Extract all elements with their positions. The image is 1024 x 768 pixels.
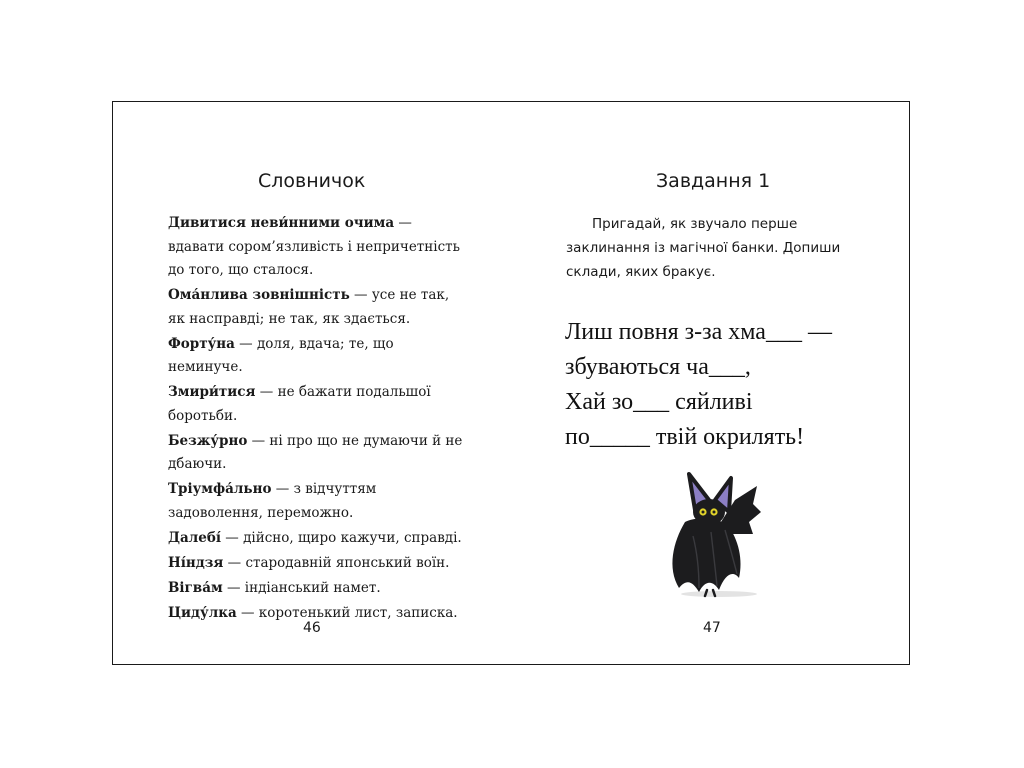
- verse-line: Лиш повня з-за хма___ —: [565, 319, 832, 345]
- task-heading: Завдання 1: [656, 170, 771, 192]
- verse-line: Хай зо___ сяйливі: [565, 389, 753, 415]
- glossary-term: Форту́на: [168, 335, 235, 352]
- glossary-definition: — усе не так, як насправді; не так, як здається.: [168, 287, 450, 327]
- book-spread: [112, 101, 910, 665]
- glossary-term: Вігва́м: [168, 579, 223, 596]
- glossary-entry: [168, 527, 468, 551]
- glossary-entry: [168, 212, 468, 283]
- glossary-heading: Словничок: [258, 170, 366, 192]
- glossary-entry: [168, 381, 468, 428]
- glossary-definition: — стародавній японський воїн.: [223, 554, 450, 571]
- glossary-definition: — ні про що не думаючи й не дбаючи.: [168, 432, 463, 472]
- bat-wrapped-wing: [672, 518, 740, 592]
- glossary-definition: — з відчуттям задоволення, переможно.: [168, 481, 377, 521]
- verse-line: по_____ твій окрилять!: [565, 424, 805, 450]
- glossary-list: [168, 212, 468, 627]
- right-page: [512, 102, 911, 664]
- glossary-definition: — дійсно, щиро кажучи, справді.: [221, 529, 462, 546]
- glossary-term: Ома́нлива зовнішність: [168, 287, 350, 303]
- spell-verse: [565, 315, 832, 455]
- glossary-definition: — вдавати сором’язливість і непричетність до того, що сталося.: [168, 215, 460, 278]
- glossary-definition: — доля, вдача; те, що неминуче.: [168, 335, 394, 375]
- glossary-definition: — індіанський намет.: [222, 579, 381, 596]
- bat-shadow: [681, 591, 757, 597]
- glossary-term: Тріумфа́льно: [168, 481, 272, 497]
- glossary-entry: [168, 430, 468, 477]
- glossary-definition: — не бажати подальшої боротьби.: [168, 384, 431, 424]
- glossary-entry: [168, 552, 468, 576]
- glossary-term: Змири́тися: [168, 384, 256, 400]
- page-number-right: 47: [703, 620, 721, 636]
- glossary-term: Безжу́рно: [168, 432, 248, 449]
- glossary-term: Дивитися неви́нними очима: [168, 215, 395, 231]
- glossary-term: Циду́лка: [168, 604, 237, 621]
- bat-illustration: [653, 470, 783, 600]
- verse-line: збуваються ча___,: [565, 354, 751, 380]
- page-number-left: 46: [303, 620, 321, 636]
- glossary-term: Ні́ндзя: [168, 554, 224, 571]
- left-page: [113, 102, 512, 664]
- glossary-entry: [168, 284, 468, 331]
- glossary-entry: [168, 577, 468, 601]
- task-instructions: [566, 212, 866, 284]
- glossary-entry: [168, 333, 468, 380]
- glossary-entry: [168, 478, 468, 525]
- glossary-definition: — коротенький лист, записка.: [236, 604, 458, 621]
- task-text: Пригадай, як звучало перше заклинання із магічної банки. Допиши склади, яких бракує.: [566, 216, 841, 280]
- glossary-term: Далебі́: [168, 529, 221, 546]
